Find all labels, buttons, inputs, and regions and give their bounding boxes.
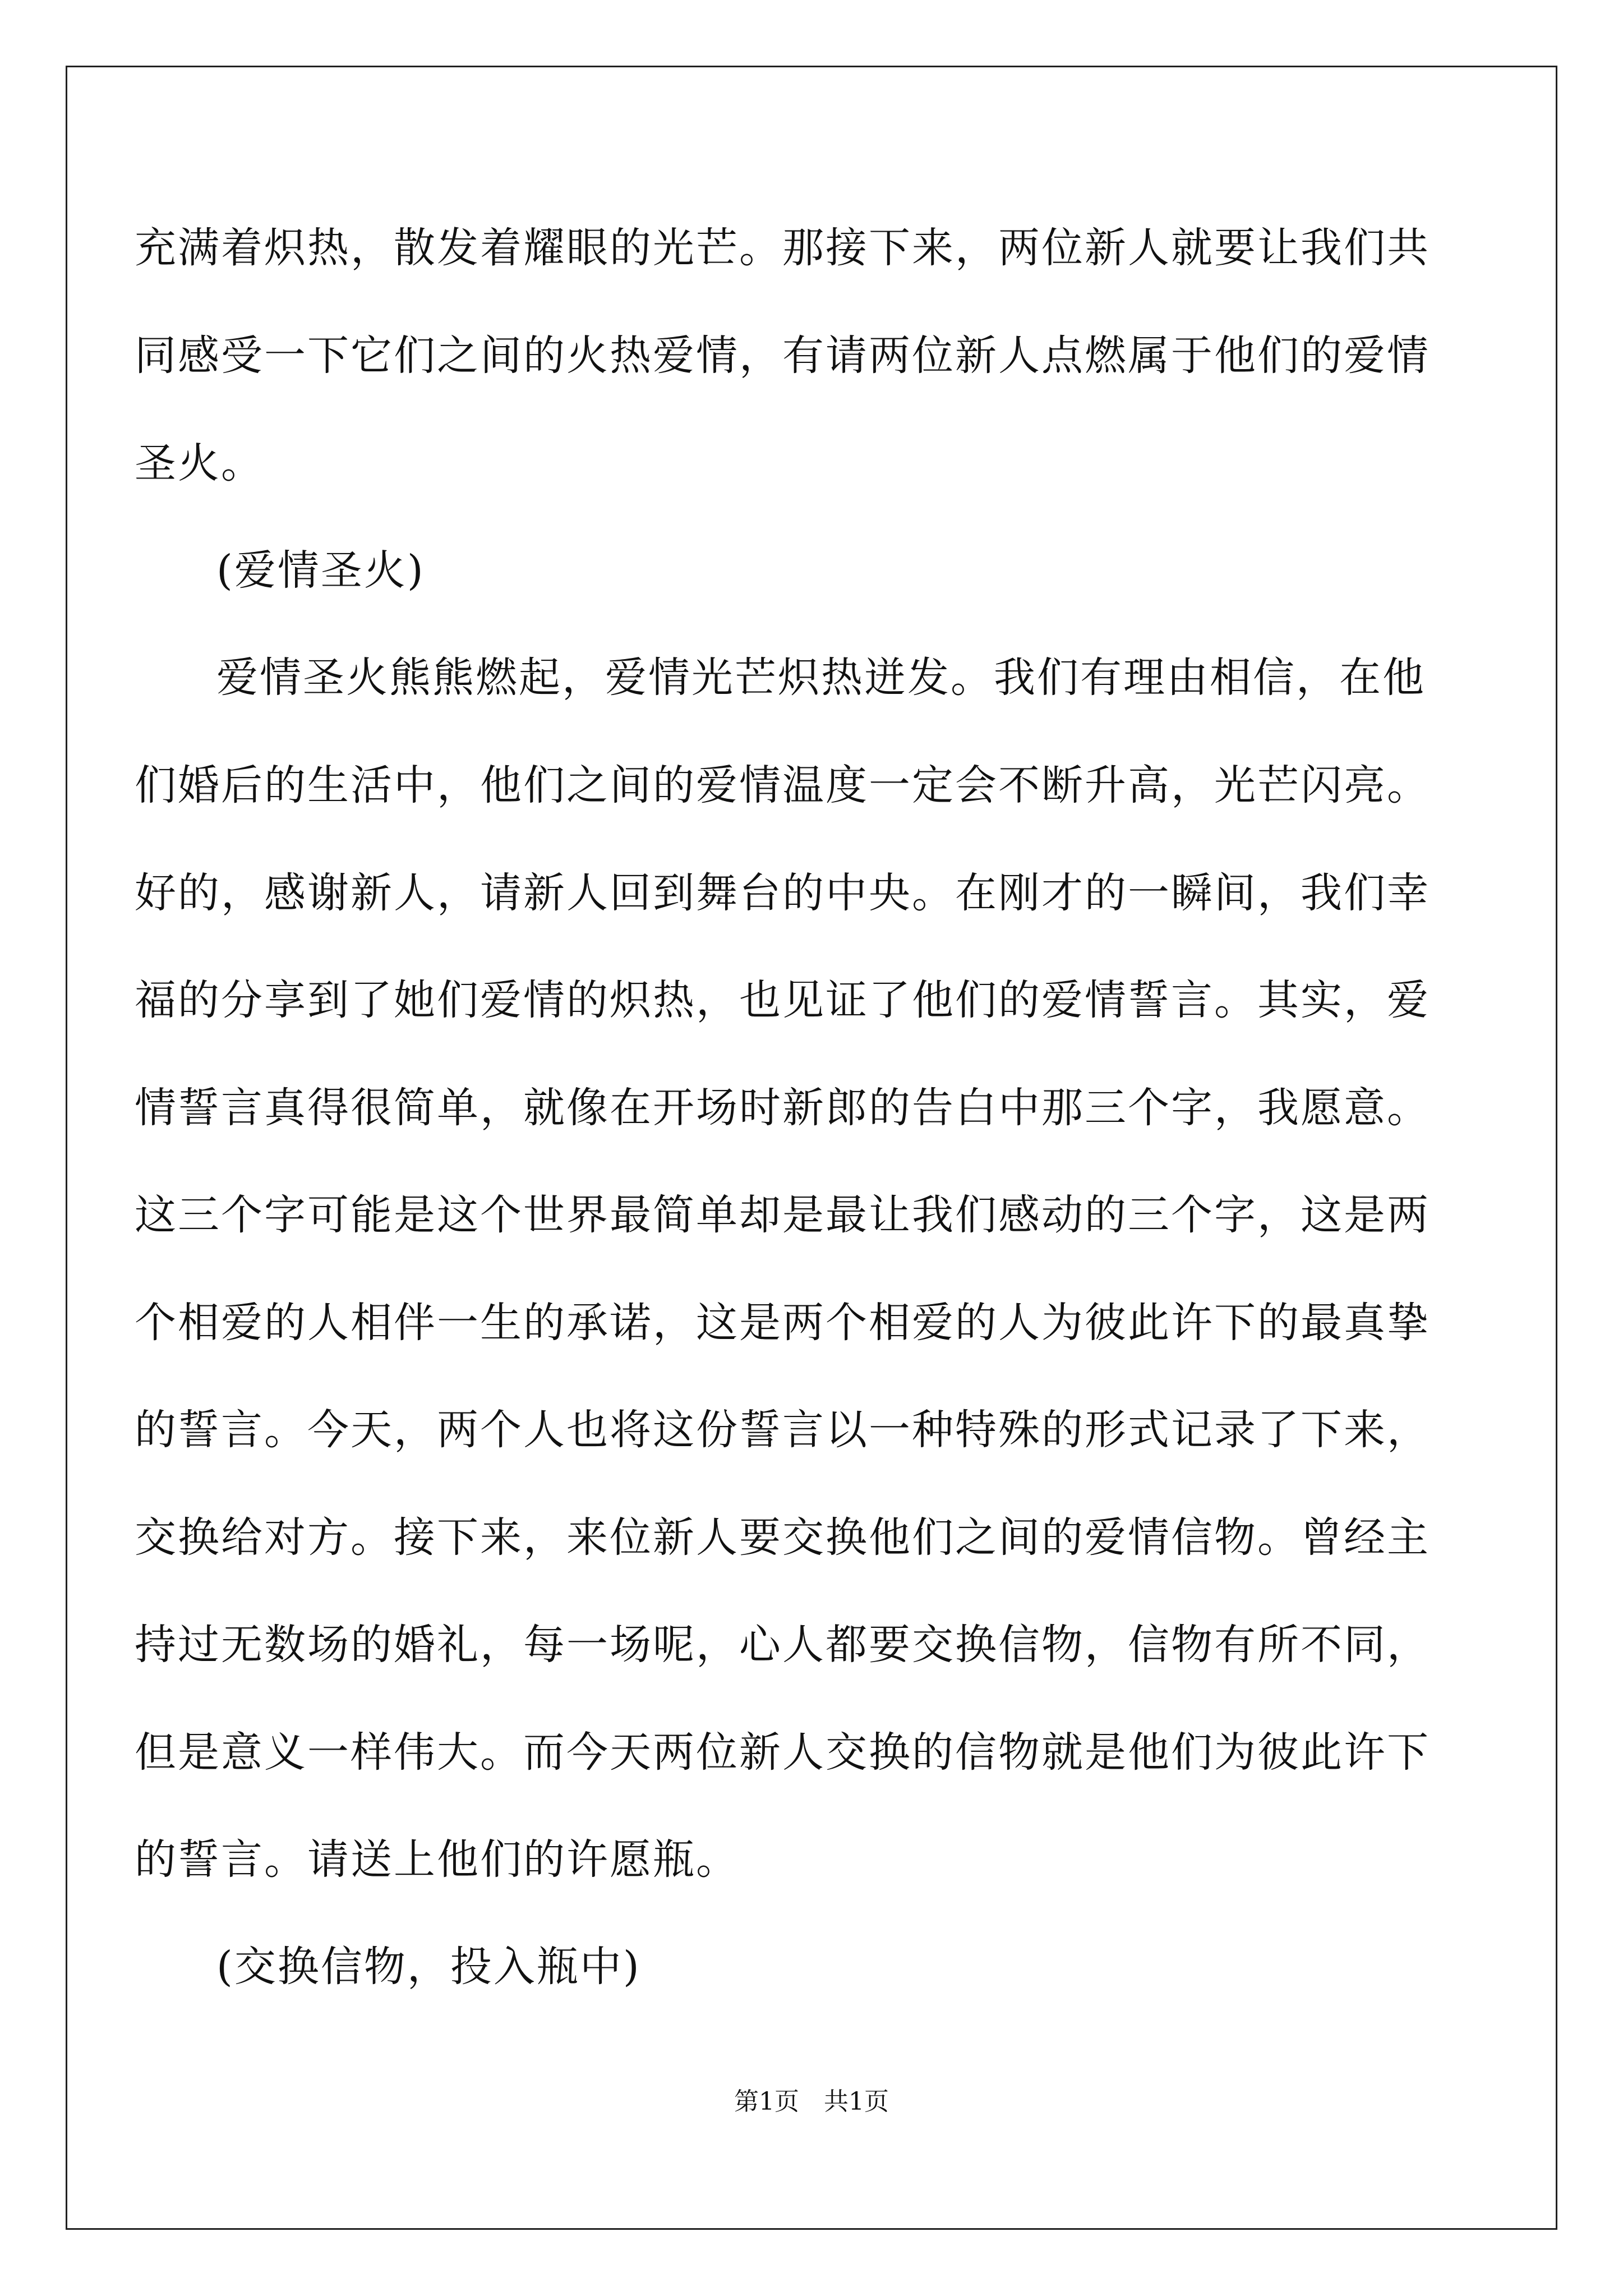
text-line: 充满着炽热，散发着耀眼的光芒。那接下来，两位新人就要让我们共 — [135, 224, 1430, 272]
text-line: 持过无数场的婚礼，每一场呢，心人都要交换信物，信物有所不同， — [135, 1621, 1430, 1669]
stage-direction: (爱情圣火) — [216, 546, 425, 595]
text-line: 但是意义一样伟大。而今天两位新人交换的信物就是他们为彼此许下 — [135, 1728, 1430, 1777]
page-border — [66, 66, 1557, 2230]
text-line: 福的分享到了她们爱情的炽热，也见证了他们的爱情誓言。其实，爱 — [135, 976, 1430, 1024]
text-line: 爱情圣火熊熊燃起，爱情光芒炽热迸发。我们有理由相信，在他 — [216, 654, 1426, 702]
text-line: 好的，感谢新人，请新人回到舞台的中央。在刚才的一瞬间，我们幸 — [135, 869, 1430, 917]
stage-direction: (交换信物，投入瓶中) — [216, 1943, 641, 1991]
text-line: 情誓言真得很简单，就像在开场时新郎的告白中那三个字，我愿意。 — [135, 1084, 1430, 1132]
text-line: 的誓言。今天，两个人也将这份誓言以一种特殊的形式记录了下来， — [135, 1406, 1430, 1454]
text-line: 交换给对方。接下来，来位新人要交换他们之间的爱情信物。曾经主 — [135, 1513, 1430, 1562]
page-number-footer: 第1页 共1页 — [734, 2087, 889, 2116]
text-line: 们婚后的生活中，他们之间的爱情温度一定会不断升高，光芒闪亮。 — [135, 761, 1430, 809]
text-line: 同感受一下它们之间的火热爱情，有请两位新人点燃属于他们的爱情 — [135, 332, 1430, 380]
text-line: 的誓言。请送上他们的许愿瓶。 — [135, 1835, 739, 1884]
text-line: 个相爱的人相伴一生的承诺，这是两个相爱的人为彼此许下的最真挚 — [135, 1299, 1430, 1347]
text-line: 这三个字可能是这个世界最简单却是最让我们感动的三个字，这是两 — [135, 1191, 1430, 1239]
text-line: 圣火。 — [135, 439, 264, 487]
